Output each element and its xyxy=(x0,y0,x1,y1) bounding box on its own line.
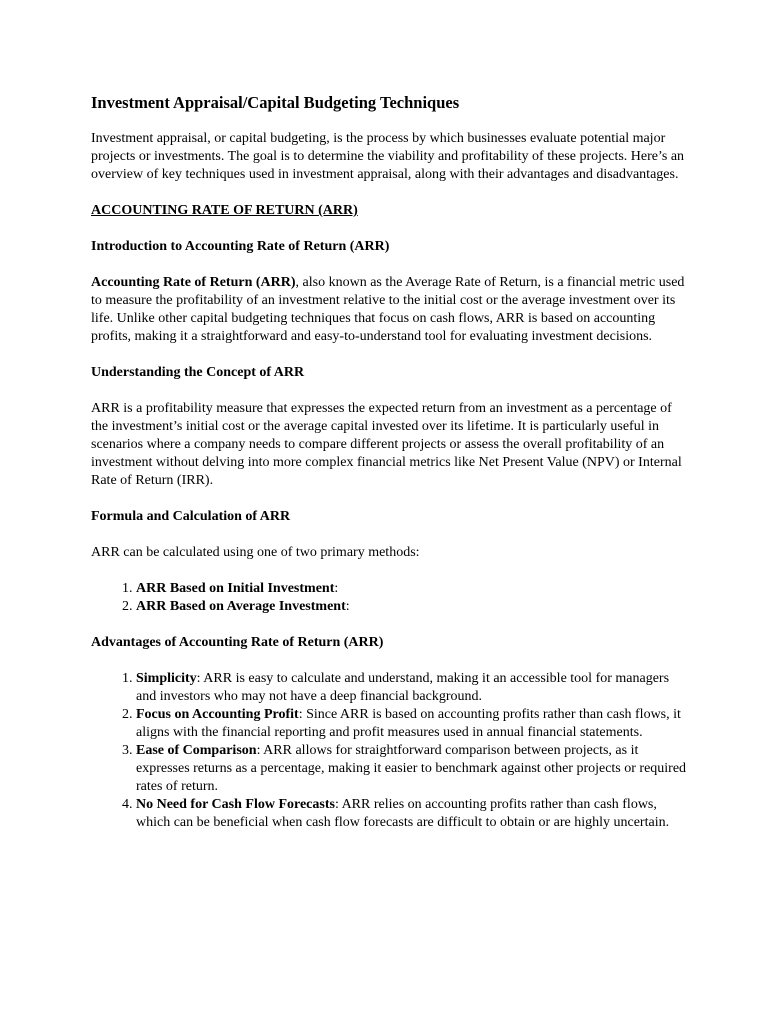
method-term: ARR Based on Average Investment xyxy=(136,599,346,614)
advantage-text: : ARR relies on accounting profits rather than cash flows, which can be beneficial when cash flow forecasts are difficult to obtain or are highly uncertain. xyxy=(136,797,670,830)
document-title: Investment Appraisal/Capital Budgeting Techniques xyxy=(91,93,460,112)
advantage-text: : ARR is easy to calculate and understand, making it an accessible tool for managers and investors who may not have a deep financial background. xyxy=(136,671,670,704)
list-item xyxy=(136,598,691,616)
arr-definition-paragraph xyxy=(91,274,691,346)
advantage-term: No Need for Cash Flow Forecasts xyxy=(136,797,335,812)
list-item xyxy=(136,742,691,796)
formula-paragraph: ARR can be calculated using one of two primary methods: xyxy=(91,545,420,560)
advantage-term: Focus on Accounting Profit xyxy=(136,707,299,722)
list-item xyxy=(136,706,691,742)
concept-heading: Understanding the Concept of ARR xyxy=(91,365,305,380)
advantages-heading: Advantages of Accounting Rate of Return (ARR) xyxy=(91,635,384,650)
method-text: : xyxy=(345,599,350,614)
arr-definition-text: , also known as the Average Rate of Return, is a financial metric used to measure the profitability of an investment relative to the initial cost or the average investment over its life. Unlike other capital budgeting techniques that focus on cash flows, ARR is based on accounting profits, making it a straightforward and easy-to-understand tool for evaluating investment decisions. xyxy=(91,275,685,344)
methods-list xyxy=(91,580,691,616)
advantage-term: Simplicity xyxy=(136,671,197,686)
section-title: ACCOUNTING RATE OF RETURN (ARR) xyxy=(91,203,358,218)
list-item xyxy=(136,580,691,598)
concept-paragraph: ARR is a profitability measure that expresses the expected return from an investment as a percentage of the investment’s initial cost or the average capital invested over its lifetime. It is particularly useful in scenarios where a company needs to compare different projects or assess the overall profitability of an investment without delving into more complex financial metrics like Net Present Value (NPV) or Internal Rate of Return (IRR). xyxy=(91,401,682,488)
method-text: : xyxy=(334,581,339,596)
method-term: ARR Based on Initial Investment xyxy=(136,581,335,596)
advantage-text: : Since ARR is based on accounting profits rather than cash flows, it aligns with the financial reporting and profit measures used in annual financial statements. xyxy=(136,707,681,740)
list-item xyxy=(136,670,691,706)
intro-heading: Introduction to Accounting Rate of Return (ARR) xyxy=(91,239,390,254)
arr-definition-term: Accounting Rate of Return (ARR) xyxy=(91,275,296,290)
document-page xyxy=(91,93,691,850)
list-item xyxy=(136,796,691,832)
advantages-list xyxy=(91,670,691,832)
advantage-term: Ease of Comparison xyxy=(136,743,257,758)
advantage-text: : ARR allows for straightforward comparison between projects, as it expresses returns as a percentage, making it easier to benchmark against other projects or required rates of return. xyxy=(136,743,687,794)
intro-paragraph: Investment appraisal, or capital budgeting, is the process by which businesses evaluate potential major projects or investments. The goal is to determine the viability and profitability of these projects. Here’s an overview of key techniques used in investment appraisal, along with their advantages and disadvantages. xyxy=(91,131,685,182)
formula-heading: Formula and Calculation of ARR xyxy=(91,509,291,524)
